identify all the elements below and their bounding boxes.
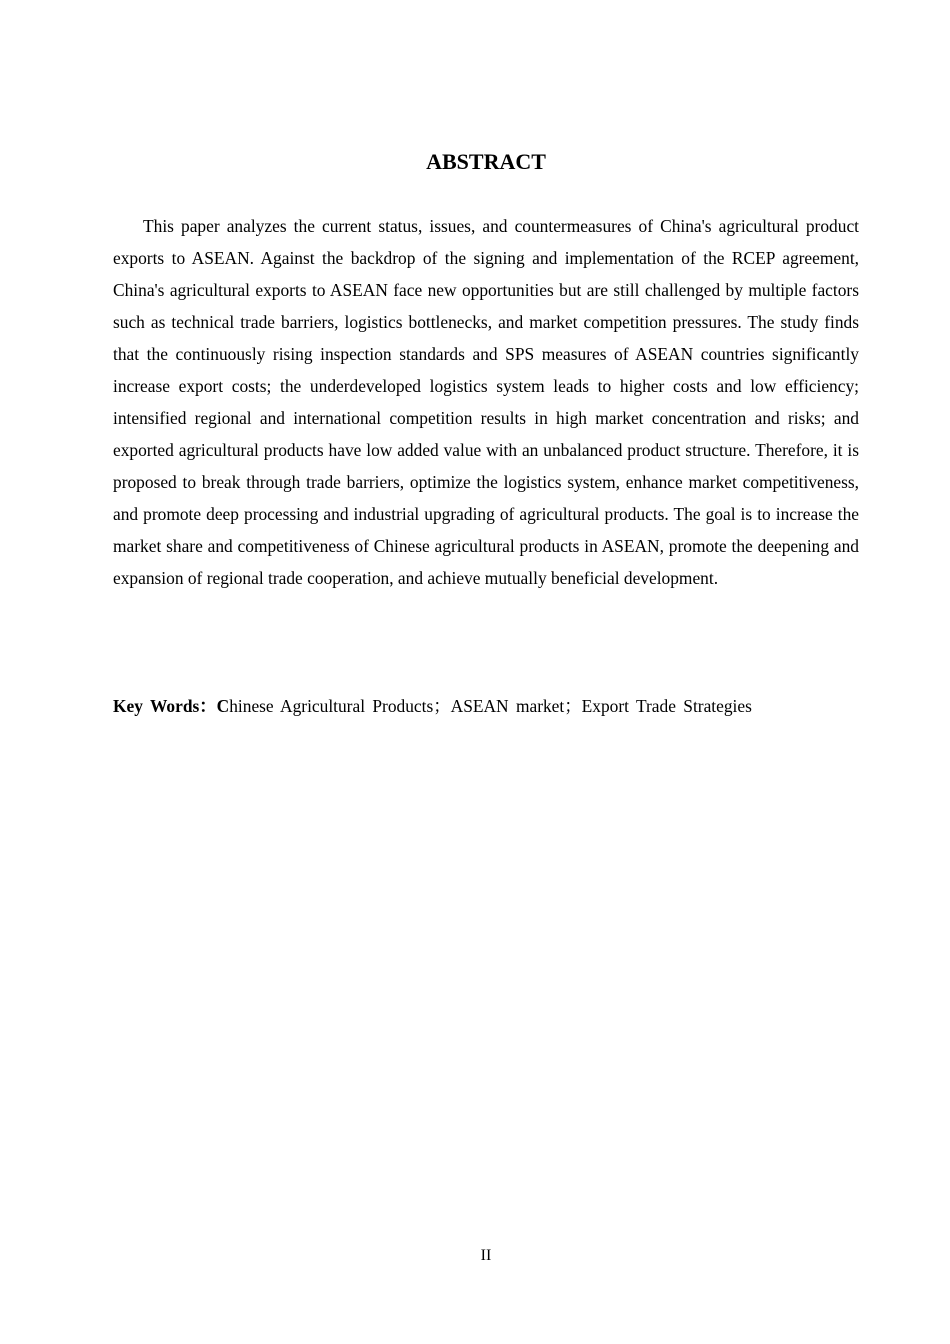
keywords-items: hinese Agricultural Products；ASEAN market；Export Trade Strategies xyxy=(229,696,752,716)
keywords-line xyxy=(113,690,873,722)
abstract-paragraph: This paper analyzes the current status, issues, and countermeasures of China's agricultural product exports to ASEAN. Against the backdrop of the signing and implementation of the RCEP agreement, China's agricultural exports to ASEAN face new opportunities but are still challenged by multiple factors such as technical trade barriers, logistics bottlenecks, and market competition pressures. The study finds that the continuously rising inspection standards and SPS measures of ASEAN countries significantly increase export costs; the underdeveloped logistics system leads to higher costs and low efficiency; intensified regional and international competition results in high market concentration and risks; and exported agricultural products have low added value with an unbalanced product structure. Therefore, it is proposed to break through trade barriers, optimize the logistics system, enhance market competitiveness, and promote deep processing and industrial upgrading of agricultural products. The goal is to increase the market share and competitiveness of Chinese agricultural products in ASEAN, promote the deepening and expansion of regional trade cooperation, and achieve mutually beneficial development. xyxy=(113,216,859,588)
keywords-first-initial: C xyxy=(216,696,230,716)
abstract-title: ABSTRACT xyxy=(426,149,546,174)
page-number: II xyxy=(480,1247,492,1264)
keywords-label: Key Words： xyxy=(113,696,217,716)
